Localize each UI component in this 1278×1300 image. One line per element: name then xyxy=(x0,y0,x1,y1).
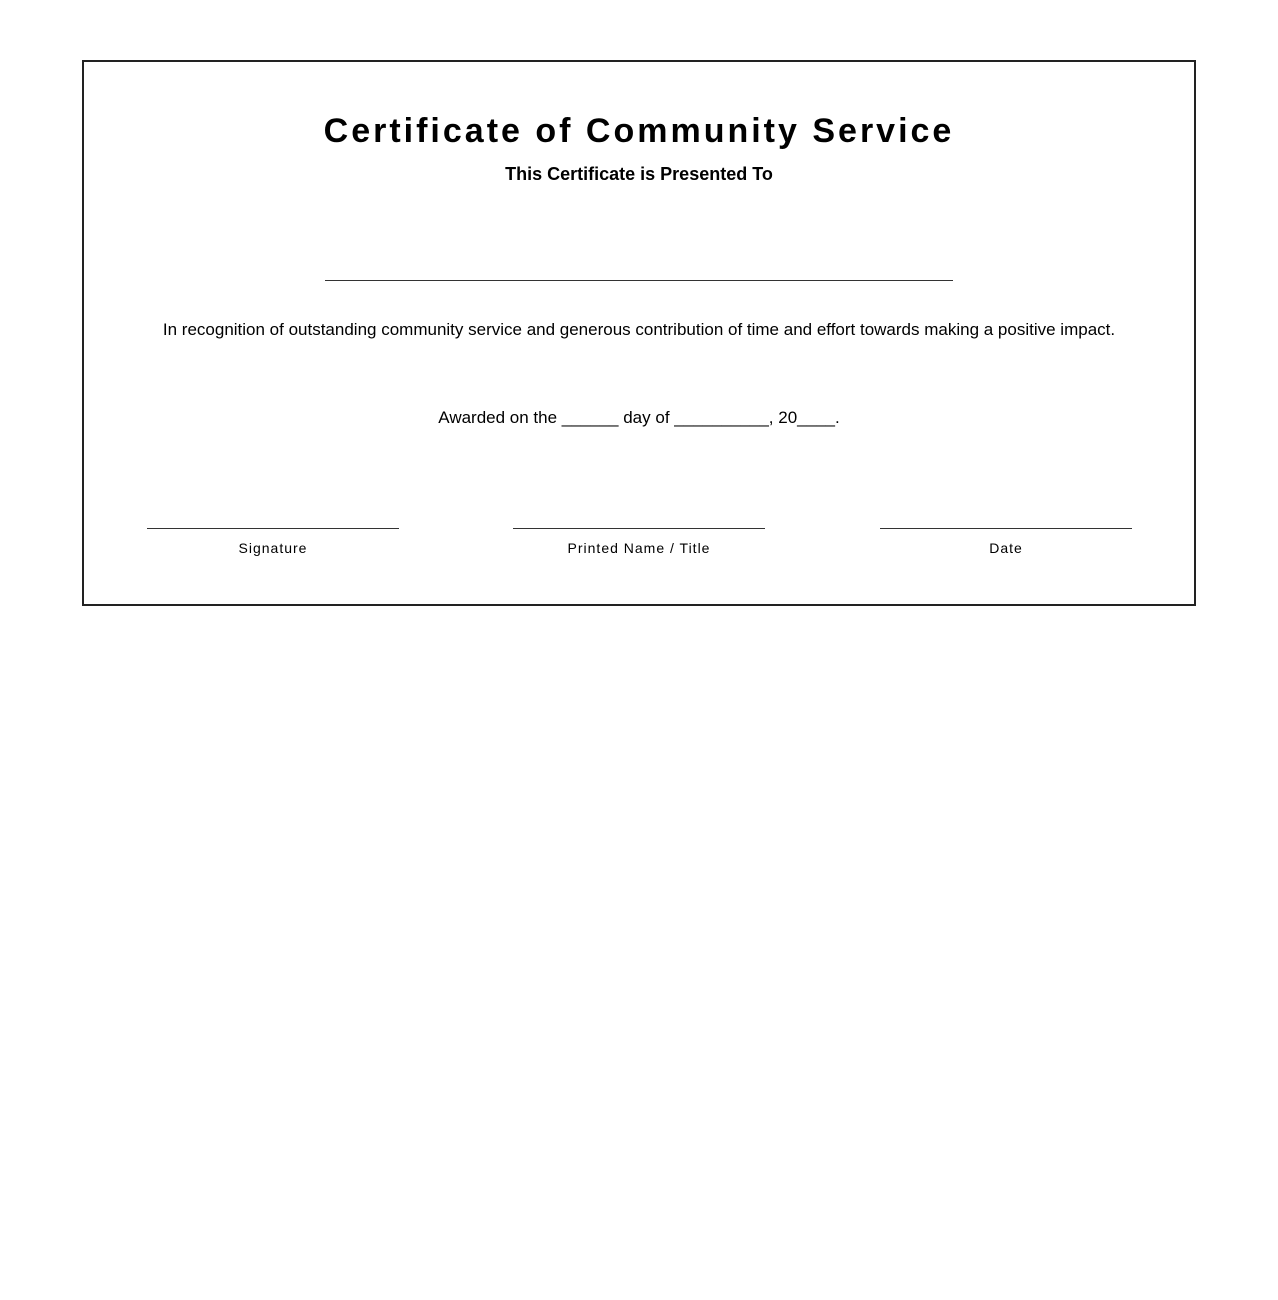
certificate-title: Certificate of Community Service xyxy=(323,112,955,150)
certificate-subtitle: This Certificate is Presented To xyxy=(505,164,773,184)
date-block xyxy=(880,528,1132,557)
printed-name-block xyxy=(513,528,765,557)
certificate-frame xyxy=(82,60,1196,606)
recognition-text: In recognition of outstanding community service and generous contribution of time and effort towards making a positive impact. xyxy=(162,320,1116,339)
awarded-date-text: Awarded on the ______ day of __________, 20____. xyxy=(438,408,840,427)
printed-name-line xyxy=(513,528,765,529)
printed-name-label: Printed Name / Title xyxy=(567,540,711,556)
date-line xyxy=(880,528,1132,529)
signature-label: Signature xyxy=(238,540,308,556)
signature-block xyxy=(147,528,399,557)
signature-line xyxy=(147,528,399,529)
date-label: Date xyxy=(989,540,1023,556)
recipient-name-line xyxy=(325,280,953,281)
